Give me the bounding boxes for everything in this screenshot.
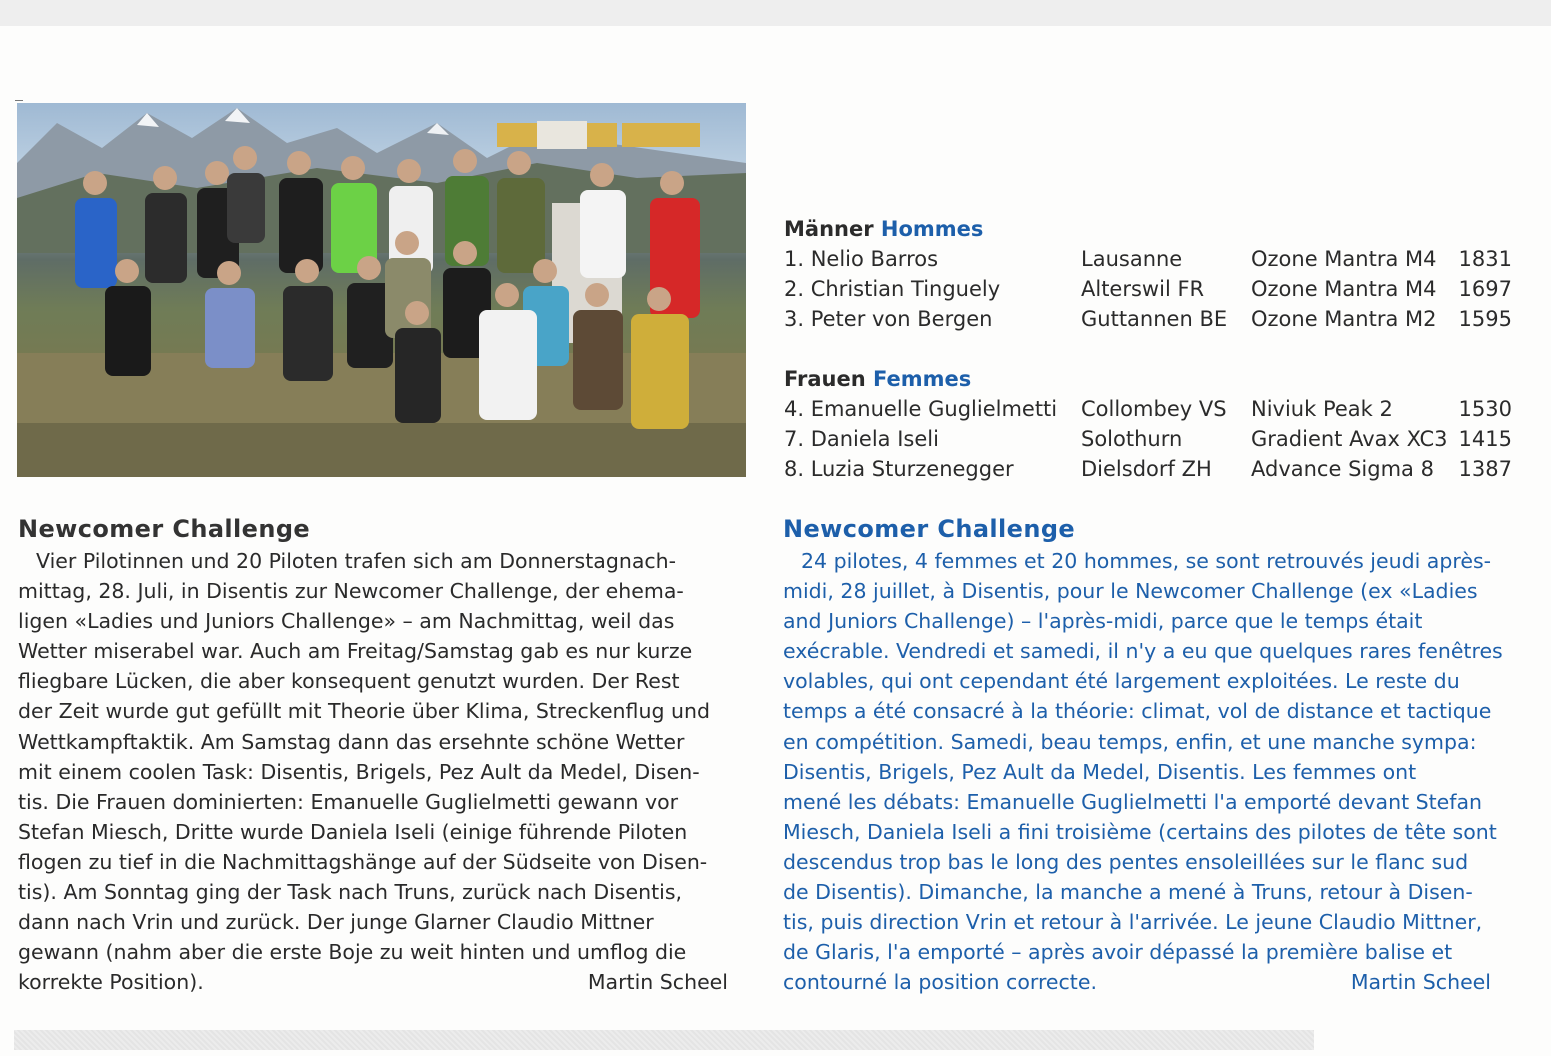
article-line: Stefan Miesch, Dritte wurde Daniela Iseli (einige führende Piloten [18, 819, 688, 844]
result-glider: Ozone Mantra M4 [1251, 247, 1437, 271]
article-line: korrekte Position). [18, 970, 204, 995]
women-label-de: Frauen [784, 367, 866, 391]
group-photo-illustration [17, 103, 746, 477]
result-name: 7. Daniela Iseli [784, 427, 939, 451]
results-table [784, 214, 1524, 484]
women-heading [784, 364, 1524, 394]
result-name: 1. Nelio Barros [784, 247, 939, 271]
result-points: 1530 [1458, 397, 1512, 421]
article-author: Martin Scheel [1350, 970, 1491, 995]
article-line: gewann (nahm aber die erste Boje zu weit hinten und umflog die [18, 940, 687, 965]
result-points: 1595 [1458, 307, 1512, 331]
article-line: Miesch, Daniela Iseli a fini troisième (certains des pilotes de tête sont [783, 819, 1497, 844]
result-glider: Ozone Mantra M2 [1251, 307, 1437, 331]
article-line: fliegbare Lücken, die aber konsequent genutzt wurden. Der Rest [18, 669, 680, 694]
article-line: mené les débats: Emanuelle Guglielmetti l'a emporté devant Stefan [783, 789, 1483, 814]
result-points: 1387 [1458, 457, 1512, 481]
article-line: de Glaris, l'a emporté – après avoir dépassé la première balise et [783, 940, 1453, 965]
article-line: Disentis, Brigels, Pez Ault da Medel, Disentis. Les femmes ont [783, 759, 1417, 784]
article-line: tis. Die Frauen dominierten: Emanuelle Guglielmetti gewann vor [18, 789, 679, 814]
article-title: Newcomer Challenge [18, 515, 311, 543]
result-place: Solothurn [1081, 427, 1183, 451]
group-photo [17, 103, 746, 477]
article-line: exécrable. Vendredi et samedi, il n'y a eu que quelques rares fenêtres [783, 639, 1503, 664]
article-line: temps a été consacré à la théorie: climat, vol de distance et tactique [783, 699, 1492, 724]
article-body [783, 546, 1515, 997]
article-line: mit einem coolen Task: Disentis, Brigels, Pez Ault da Medel, Disen- [18, 759, 700, 784]
result-name: 2. Christian Tinguely [784, 277, 1001, 301]
result-glider: Advance Sigma 8 [1251, 457, 1434, 481]
article-line: Wettkampftaktik. Am Samstag dann das ersehnte schöne Wetter [18, 729, 685, 754]
article-german [18, 512, 740, 997]
men-heading [784, 214, 1524, 244]
result-row [784, 244, 1524, 274]
result-points: 1831 [1458, 247, 1512, 271]
article-line: der Zeit wurde gut gefüllt mit Theorie über Klima, Streckenflug und [18, 699, 710, 724]
article-line: de Disentis). Dimanche, la manche a mené à Truns, retour à Disen- [783, 880, 1473, 905]
article-body [18, 546, 740, 997]
result-row [784, 304, 1524, 334]
result-points: 1415 [1458, 427, 1512, 451]
result-place: Collombey VS [1081, 397, 1227, 421]
men-label-de: Männer [784, 217, 874, 241]
crop-mark [15, 100, 23, 101]
scan-bottom-band [14, 1030, 1314, 1050]
women-label-fr: Femmes [873, 367, 972, 391]
article-line: flogen zu tief in die Nachmittagshänge auf der Südseite von Disen- [18, 849, 708, 874]
result-place: Lausanne [1081, 247, 1183, 271]
article-line: mittag, 28. Juli, in Disentis zur Newcomer Challenge, der ehema- [18, 579, 684, 604]
article-line: en compétition. Samedi, beau temps, enfin, et une manche sympa: [783, 729, 1477, 754]
result-row [784, 394, 1524, 424]
result-row [784, 424, 1524, 454]
article-line: contourné la position correcte. [783, 970, 1097, 995]
result-points: 1697 [1458, 277, 1512, 301]
result-glider: Niviuk Peak 2 [1251, 397, 1393, 421]
article-line: dann nach Vrin und zurück. Der junge Glarner Claudio Mittner [18, 910, 654, 935]
result-place: Guttannen BE [1081, 307, 1228, 331]
article-line: descendus trop bas le long des pentes ensoleillées sur le flanc sud [783, 849, 1469, 874]
article-line: and Juniors Challenge) – l'après-midi, parce que le temps était [783, 609, 1423, 634]
article-line: tis). Am Sonntag ging der Task nach Truns, zurück nach Disentis, [18, 880, 683, 905]
article-line: Wetter miserabel war. Auch am Freitag/Samstag gab es nur kurze [18, 639, 693, 664]
scan-top-band [0, 0, 1551, 26]
result-row [784, 274, 1524, 304]
result-name: 8. Luzia Sturzenegger [784, 457, 1014, 481]
article-author: Martin Scheel [587, 970, 728, 995]
result-glider: Gradient Avax XC3 [1251, 427, 1448, 451]
article-line: ligen «Ladies und Juniors Challenge» – am Nachmittag, weil das [18, 609, 675, 634]
result-name: 4. Emanuelle Guglielmetti [784, 397, 1058, 421]
article-title: Newcomer Challenge [783, 515, 1076, 543]
men-label-fr: Hommes [880, 217, 984, 241]
article-line: 24 pilotes, 4 femmes et 20 hommes, se sont retrouvés jeudi après- [801, 549, 1492, 573]
result-place: Alterswil FR [1081, 277, 1205, 301]
article-line: midi, 28 juillet, à Disentis, pour le Newcomer Challenge (ex «Ladies [783, 579, 1478, 604]
article-line: Vier Pilotinnen und 20 Piloten trafen sich am Donnerstagnach- [36, 549, 677, 573]
article-line: tis, puis direction Vrin et retour à l'arrivée. Le jeune Claudio Mittner, [783, 910, 1483, 935]
result-place: Dielsdorf ZH [1081, 457, 1212, 481]
article-line: volables, qui ont cependant été largement exploitées. Le reste du [783, 669, 1460, 694]
result-row [784, 454, 1524, 484]
result-glider: Ozone Mantra M4 [1251, 277, 1437, 301]
article-french [783, 512, 1515, 997]
result-name: 3. Peter von Bergen [784, 307, 993, 331]
